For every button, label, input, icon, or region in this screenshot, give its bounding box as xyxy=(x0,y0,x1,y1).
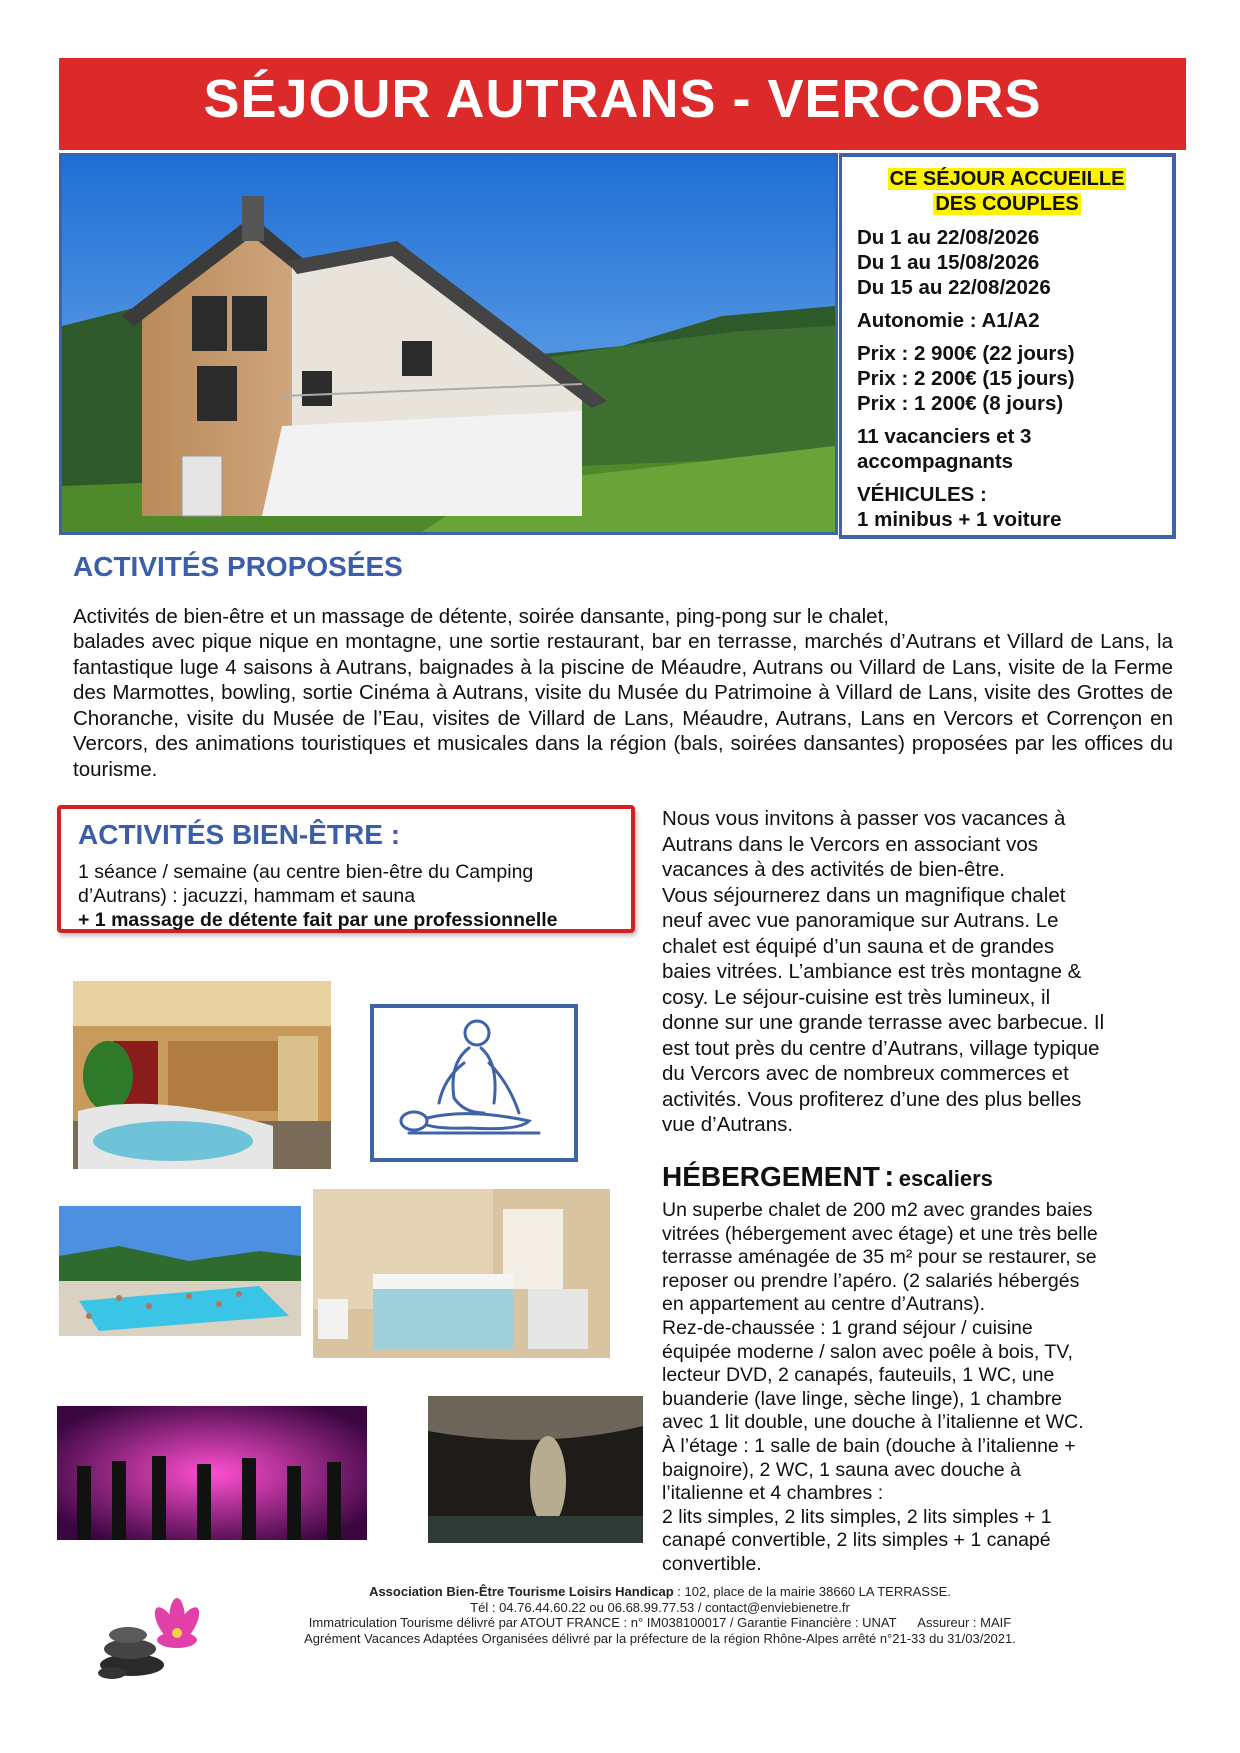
lodging-line: terrasse aménagée de 35 m² pour se restaurer, se xyxy=(662,1246,1097,1269)
group-size xyxy=(857,424,1164,474)
intro-line: activités. Vous profiterez d’une des plus belles xyxy=(662,1087,1082,1111)
intro-line: vue d’Autrans. xyxy=(662,1113,794,1136)
intro-line: Autrans dans le Vercors en associant vos xyxy=(662,832,1039,856)
autonomy-level: Autonomie : A1/A2 xyxy=(857,309,1040,332)
lodging-line: baignoire), 2 WC, 1 sauna avec douche à xyxy=(662,1458,1021,1481)
activities-text: balades avec pique nique en montagne, une sortie restaurant, bar en terrasse, marchés d’Autrans et Villard de Lans, la fantastique luge 4 saisons à Autrans, baignades à la piscine de Méaudre, Autrans ou Villard de Lans, visite de la Ferme des Marmottes, bowling, sortie Cinéma à Autrans, visite du Musée du Patrimoine à Villard de Lans, visite des Grottes de Choranche, visite du Musée de l’Eau, visites de Villard de Lans, Méaudre, Autrans, Lans en Vercors et Corrençon en Vercors, des animations touristiques et musicales dans la région (bals, soirées dansantes) proposées par les offices du tourisme. xyxy=(73,630,1173,781)
intro-line: Vous séjournerez dans un magnifique chalet xyxy=(662,883,1066,907)
highlight-line-1: CE SÉJOUR ACCUEILLE xyxy=(889,168,1125,190)
massage-icon xyxy=(369,1003,579,1163)
price-item: Prix : 2 900€ (22 jours) xyxy=(857,342,1075,365)
cave-illustration xyxy=(428,1396,643,1543)
lodging-colon: : xyxy=(884,1160,895,1193)
couples-highlight xyxy=(842,167,1172,217)
dance-party-photo xyxy=(57,1406,367,1540)
footer-org-address: : 102, place de la mairie 38660 LA TERRASSE. xyxy=(673,1584,951,1599)
lodging-title: HÉBERGEMENT xyxy=(662,1161,880,1192)
wellness-box xyxy=(57,805,635,933)
footer-agreement: Agrément Vacances Adaptées Organisées délivré par la préfecture de la région Rhône-Alpes arrêté n°21-33 du 31/03/2021. xyxy=(304,1630,1016,1646)
group-size-line-2: accompagnants xyxy=(857,450,1014,473)
pool-photo xyxy=(59,1206,301,1336)
lotus-logo xyxy=(92,1585,202,1680)
date-item: Du 1 au 15/08/2026 xyxy=(857,251,1040,274)
lodging-heading xyxy=(662,1160,993,1194)
price-item: Prix : 2 200€ (15 jours) xyxy=(857,367,1075,390)
lodging-text xyxy=(662,1199,1152,1577)
title-banner xyxy=(59,58,1186,150)
group-size-line-1: 11 vacanciers et 3 xyxy=(857,425,1032,448)
wellness-line-3: + 1 massage de détente fait par une professionnelle xyxy=(78,909,558,931)
intro-line: cosy. Le séjour-cuisine est très lumineux, il xyxy=(662,985,1051,1009)
lodging-line: vitrées (hébergement avec étage) et une très belle xyxy=(662,1222,1098,1245)
lodging-line: 2 lits simples, 2 lits simples, 2 lits simples + 1 xyxy=(662,1505,1052,1528)
intro-line: du Vercors avec de nombreux commerces et xyxy=(662,1062,1069,1085)
lodging-line: reposer ou prendre l’apéro. (2 salariés hébergés xyxy=(662,1269,1080,1292)
cave-photo xyxy=(428,1396,643,1543)
wellness-title: ACTIVITÉS BIEN-ÊTRE : xyxy=(78,819,401,850)
lodging-line: Un superbe chalet de 200 m2 avec grandes baies xyxy=(662,1199,1093,1221)
footer xyxy=(190,1584,1130,1646)
vehicles-value: 1 minibus + 1 voiture xyxy=(857,508,1062,531)
lodging-line: en appartement au centre d’Autrans). xyxy=(662,1293,986,1316)
intro-line: chalet est équipé d’un sauna et de grandes xyxy=(662,934,1055,958)
bedroom-illustration xyxy=(313,1189,610,1358)
activities-first-line: Activités de bien-être et un massage de détente, soirée dansante, ping-pong sur le chalet, xyxy=(73,605,889,628)
lodging-line: avec 1 lit double, une douche à l’italienne et WC. xyxy=(662,1411,1084,1434)
lodging-line: canapé convertible, 2 lits simples + 1 canapé xyxy=(662,1529,1051,1552)
intro-line: baies vitrées. L’ambiance est très montagne & xyxy=(662,960,1082,983)
lodging-line: À l’étage : 1 salle de bain (douche à l’italienne + xyxy=(662,1434,1076,1457)
wellness-line-1: 1 séance / semaine (au centre bien-être du Camping xyxy=(78,861,534,883)
activities-title: ACTIVITÉS PROPOSÉES xyxy=(73,551,403,582)
lodging-line: convertible. xyxy=(662,1552,762,1575)
dates-list xyxy=(857,225,1164,300)
lodging-line: buanderie (lave linge, sèche linge), 1 chambre xyxy=(662,1387,1062,1410)
lodging-line: lecteur DVD, 2 canapés, fauteuils, 1 WC, une xyxy=(662,1364,1055,1387)
vehicles-title: VÉHICULES : xyxy=(857,483,987,506)
vehicles xyxy=(857,482,1164,532)
lodging-subtitle: escaliers xyxy=(898,1166,993,1191)
lodging-line: l’italienne et 4 chambres : xyxy=(662,1482,884,1505)
date-item: Du 15 au 22/08/2026 xyxy=(857,276,1051,299)
footer-registration: Immatriculation Tourisme délivré par ATOUT FRANCE : n° IM038100017 / Garantie Financière : UNAT Assureur : MAIF xyxy=(308,1615,1012,1630)
intro-text xyxy=(662,806,1142,1138)
spa-photo xyxy=(73,981,331,1169)
lotus-stones-illustration xyxy=(92,1585,202,1680)
highlight-line-2: DES COUPLES xyxy=(935,193,1079,215)
wellness-line-2: d’Autrans) : jacuzzi, hammam et sauna xyxy=(78,885,416,907)
intro-line: vacances à des activités de bien-être. xyxy=(662,858,1005,881)
intro-line: donne sur une grande terrasse avec barbecue. Il xyxy=(662,1011,1105,1034)
date-item: Du 1 au 22/08/2026 xyxy=(857,226,1040,249)
stay-info-box xyxy=(839,153,1176,539)
page-title: SÉJOUR AUTRANS - VERCORS xyxy=(203,69,1042,129)
chalet-photo xyxy=(59,153,838,535)
prices-list xyxy=(857,341,1164,416)
intro-line: neuf avec vue panoramique sur Autrans. Le xyxy=(662,909,1059,932)
intro-line: est tout près du centre d’Autrans, village typique xyxy=(662,1036,1100,1060)
footer-org xyxy=(190,1584,1130,1600)
massage-icon-drawing xyxy=(369,1003,579,1163)
party-illustration xyxy=(57,1406,367,1540)
footer-org-name: Association Bien-Être Tourisme Loisirs Handicap xyxy=(369,1584,674,1599)
bedroom-photo xyxy=(313,1189,610,1358)
chalet-illustration xyxy=(62,156,835,532)
price-item: Prix : 1 200€ (8 jours) xyxy=(857,392,1064,415)
lodging-line: équipée moderne / salon avec poêle à bois, TV, xyxy=(662,1340,1073,1363)
footer-contact: Tél : 04.76.44.60.22 ou 06.68.99.77.53 / contact@enviebienetre.fr xyxy=(470,1599,850,1615)
lodging-line: Rez-de-chaussée : 1 grand séjour / cuisine xyxy=(662,1316,1033,1339)
pool-illustration xyxy=(59,1206,301,1336)
intro-line: Nous vous invitons à passer vos vacances à xyxy=(662,807,1066,830)
spa-illustration xyxy=(73,981,331,1169)
